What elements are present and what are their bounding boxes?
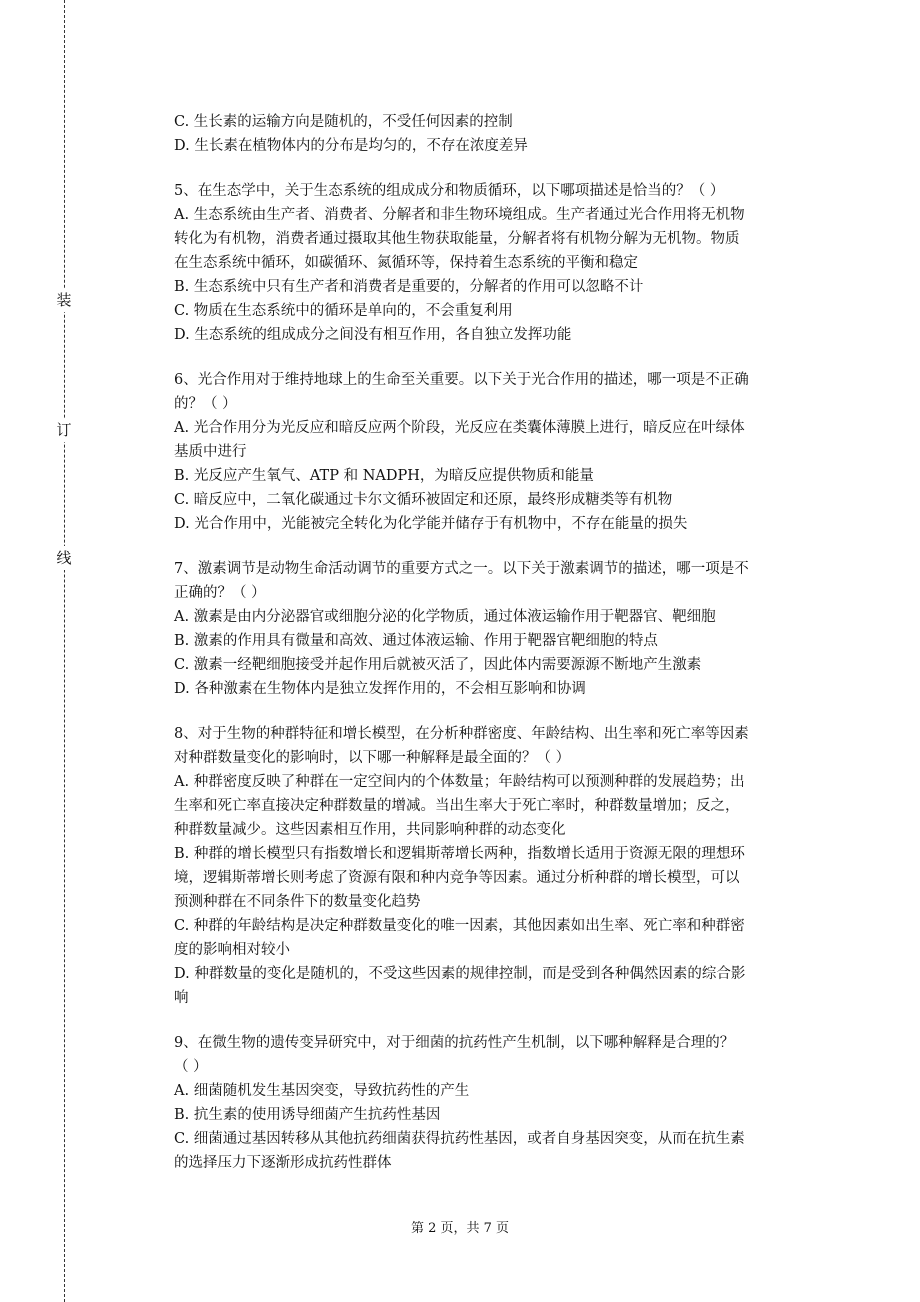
question-stem: 6、光合作用对于维持地球上的生命至关重要。以下关于光合作用的描述，哪一项是不正确 bbox=[174, 372, 749, 388]
question-stem-cont: 正确的？（ ） bbox=[174, 585, 266, 601]
binding-label-zhuang: 装 bbox=[55, 288, 73, 312]
option-b: B. 抗生素的使用诱导细菌产生抗药性基因 bbox=[174, 1107, 441, 1123]
question-stem: 9、在微生物的遗传变异研究中，对于细菌的抗药性产生机制，以下哪种解释是合理的？ bbox=[174, 1035, 735, 1051]
option-d: D. 生态系统的组成成分之间没有相互作用，各自独立发挥功能 bbox=[174, 327, 572, 343]
option-d: D. 种群数量的变化是随机的，不受这些因素的规律控制，而是受到各种偶然因素的综合影 bbox=[174, 966, 746, 982]
binding-label-ding: 订 bbox=[55, 418, 73, 442]
option-a: A. 细菌随机发生基因突变，导致抗药性的产生 bbox=[174, 1083, 470, 1099]
option-b: B. 光反应产生氧气、ATP 和 NADPH，为暗反应提供物质和能量 bbox=[174, 468, 594, 484]
question-6 bbox=[174, 368, 814, 536]
page-number: 第 2 页，共 7 页 bbox=[410, 1221, 510, 1236]
option-c: C. 细菌通过基因转移从其他抗药细菌获得抗药性基因，或者自身基因突变，从而在抗生素 bbox=[174, 1131, 745, 1147]
option-c: C. 生长素的运输方向是随机的，不受任何因素的控制 bbox=[174, 114, 513, 130]
question-stem-cont: （ ） bbox=[174, 1059, 208, 1075]
option-a-cont: 生率和死亡率直接决定种群数量的增减。当出生率大于死亡率时，种群数量增加；反之， bbox=[174, 798, 740, 814]
option-d: D. 生长素在植物体内的分布是均匀的，不存在浓度差异 bbox=[174, 138, 528, 154]
option-c: C. 暗反应中，二氧化碳通过卡尔文循环被固定和还原，最终形成糖类等有机物 bbox=[174, 492, 673, 508]
option-a-cont: 转化为有机物，消费者通过摄取其他生物获取能量，分解者将有机物分解为无机物。物质 bbox=[174, 231, 740, 247]
question-7 bbox=[174, 557, 814, 701]
option-a: A. 种群密度反映了种群在一定空间内的个体数量；年龄结构可以预测种群的发展趋势；出 bbox=[174, 774, 745, 790]
option-b: B. 激素的作用具有微量和高效、通过体液运输、作用于靶器官靶细胞的特点 bbox=[174, 633, 658, 649]
option-a: A. 生态系统由生产者、消费者、分解者和非生物环境组成。生产者通过光合作用将无机物 bbox=[174, 207, 745, 223]
question-9 bbox=[174, 1031, 814, 1175]
option-b-cont: 境，逻辑斯蒂增长则考虑了资源有限和种内竞争等因素。通过分析种群的增长模型，可以 bbox=[174, 870, 740, 886]
question-stem: 7、激素调节是动物生命活动调节的重要方式之一。以下关于激素调节的描述，哪一项是不 bbox=[174, 561, 749, 577]
option-d: D. 光合作用中，光能被完全转化为化学能并储存于有机物中，不存在能量的损失 bbox=[174, 516, 688, 532]
option-a-cont: 基质中进行 bbox=[174, 444, 247, 460]
binding-label-xian: 线 bbox=[55, 546, 73, 570]
option-b: B. 生态系统中只有生产者和消费者是重要的，分解者的作用可以忽略不计 bbox=[174, 279, 644, 295]
option-c-cont: 的选择压力下逐渐形成抗药性群体 bbox=[174, 1155, 392, 1171]
option-d-cont: 响 bbox=[174, 990, 189, 1006]
option-d: D. 各种激素在生物体内是独立发挥作用的，不会相互影响和协调 bbox=[174, 681, 586, 697]
binding-dashed-line bbox=[64, 0, 65, 1302]
option-c: C. 种群的年龄结构是决定种群数量变化的唯一因素，其他因素如出生率、死亡率和种群密 bbox=[174, 918, 745, 934]
question-stem-cont: 对种群数量变化的影响时，以下哪一种解释是最全面的？（ ） bbox=[174, 750, 571, 766]
question-stem: 8、对于生物的种群特征和增长模型，在分析种群密度、年龄结构、出生率和死亡率等因素 bbox=[174, 726, 749, 742]
option-b: B. 种群的增长模型只有指数增长和逻辑斯蒂增长两种，指数增长适用于资源无限的理想环 bbox=[174, 846, 745, 862]
option-a-cont: 在生态系统中循环，如碳循环、氮循环等，保持着生态系统的平衡和稳定 bbox=[174, 255, 638, 271]
exam-content bbox=[174, 110, 814, 1196]
option-a: A. 激素是由内分泌器官或细胞分泌的化学物质，通过体液运输作用于靶器官、靶细胞 bbox=[174, 609, 716, 625]
option-c: C. 物质在生态系统中的循环是单向的，不会重复利用 bbox=[174, 303, 513, 319]
option-a-cont: 种群数量减少。这些因素相互作用，共同影响种群的动态变化 bbox=[174, 822, 566, 838]
option-c: C. 激素一经靶细胞接受并起作用后就被灭活了，因此体内需要源源不断地产生激素 bbox=[174, 657, 702, 673]
question-8 bbox=[174, 722, 814, 1010]
option-a: A. 光合作用分为光反应和暗反应两个阶段，光反应在类囊体薄膜上进行，暗反应在叶绿体 bbox=[174, 420, 745, 436]
option-b-cont: 预测种群在不同条件下的数量变化趋势 bbox=[174, 894, 421, 910]
question-stem-cont: 的？（ ） bbox=[174, 396, 237, 412]
option-c-cont: 度的影响相对较小 bbox=[174, 942, 290, 958]
question-stem: 5、在生态学中，关于生态系统的组成成分和物质循环，以下哪项描述是恰当的？（ ） bbox=[174, 183, 725, 199]
question-5 bbox=[174, 179, 814, 347]
question-4-tail bbox=[174, 110, 814, 158]
